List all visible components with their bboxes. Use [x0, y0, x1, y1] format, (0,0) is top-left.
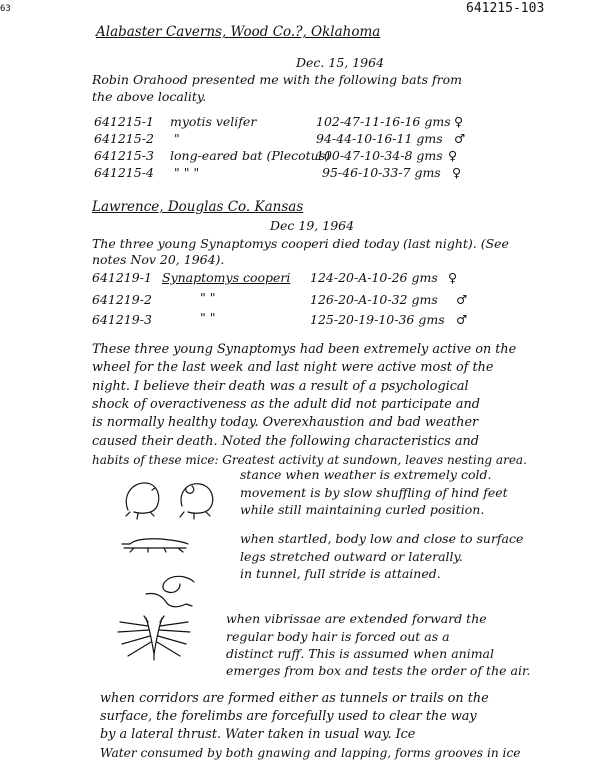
- specimen-name: myotis velifer: [170, 114, 257, 129]
- specimen-sex: ♂: [456, 312, 468, 327]
- curled-mouse-sketch: [120, 476, 230, 522]
- specimen-id: 641219-1: [92, 270, 152, 285]
- specimen-name: " " ": [174, 165, 200, 180]
- locality-heading-1: Alabaster Caverns, Wood Co.?, Oklahoma: [96, 24, 381, 40]
- specimen-sex: ♂: [454, 131, 466, 146]
- paragraph-line: by a lateral thrust. Water taken in usual way. Ice: [100, 727, 416, 742]
- specimen-sex: ♀: [448, 148, 458, 163]
- paragraph-line: surface, the forelimbs are forcefully used to clear the way: [100, 709, 477, 724]
- sketch-note: legs stretched outward or laterally.: [240, 549, 463, 564]
- intro-line: the above locality.: [92, 89, 207, 104]
- specimen-measure: 126-20-A-10-32 gms: [310, 292, 438, 307]
- specimen-sex: ♀: [452, 165, 462, 180]
- tunnel-stride-sketch: [140, 572, 200, 612]
- specimen-measure: 94-44-10-16-11 gms: [316, 131, 443, 146]
- paragraph-line: shock of overactiveness as the adult did not participate and: [92, 397, 480, 412]
- specimen-sex: ♂: [456, 292, 468, 307]
- specimen-name: " ": [200, 290, 216, 305]
- specimen-id: 641215-1: [94, 114, 154, 129]
- locality-heading-2: Lawrence, Douglas Co. Kansas: [92, 199, 304, 215]
- sketch-note: when vibrissae are extended forward the: [226, 611, 487, 626]
- specimen-sex: ♀: [454, 114, 464, 129]
- specimen-name: " ": [200, 310, 216, 325]
- sketch-note: stance when weather is extremely cold.: [240, 467, 492, 482]
- sketch-note: while still maintaining curled position.: [240, 502, 485, 517]
- specimen-measure: 124-20-A-10-26 gms: [310, 270, 438, 285]
- specimen-sex: ♀: [448, 270, 458, 285]
- catalog-number: 641215-103: [466, 1, 545, 16]
- specimen-measure: 95-46-10-33-7 gms: [322, 165, 441, 180]
- specimen-id: 641215-4: [94, 165, 154, 180]
- sketch-note: emerges from box and tests the order of the air.: [226, 663, 531, 678]
- sketch-note: in tunnel, full stride is attained.: [240, 566, 441, 581]
- specimen-name: Synaptomys cooperi: [162, 270, 291, 285]
- specimen-name: long-eared bat (Plecotus): [170, 148, 331, 163]
- specimen-measure: 102-47-11-16-16 gms: [316, 114, 451, 129]
- startled-mouse-sketch: [120, 532, 192, 554]
- intro-line: The three young Synaptomys cooperi died today (last night). (See: [92, 236, 509, 251]
- specimen-id: 641215-3: [94, 148, 154, 163]
- paragraph-line: caused their death. Noted the following characteristics and: [92, 434, 479, 449]
- paragraph-line: when corridors are formed either as tunnels or trails on the: [100, 691, 489, 706]
- paragraph-line: wheel for the last week and last night were active most of the: [92, 360, 494, 375]
- sketch-note: distinct ruff. This is assumed when animal: [226, 646, 495, 661]
- sketch-note: regular body hair is forced out as a: [226, 629, 450, 644]
- entry-date-2: Dec 19, 1964: [270, 218, 355, 233]
- paragraph-line: is normally healthy today. Overexhaustion and bad weather: [92, 415, 479, 430]
- entry-date-1: Dec. 15, 1964: [296, 55, 385, 70]
- specimen-measure: 100-47-10-34-8 gms: [316, 148, 443, 163]
- paragraph-line: night. I believe their death was a result of a psychological: [92, 379, 469, 394]
- specimen-id: 641219-3: [92, 312, 152, 327]
- specimen-id: 641219-2: [92, 292, 152, 307]
- specimen-name: ": [174, 131, 180, 146]
- intro-line: notes Nov 20, 1964).: [92, 252, 225, 267]
- paragraph-line: Water consumed by both gnawing and lapping, forms grooves in ice: [100, 746, 521, 760]
- paragraph-line: These three young Synaptomys had been extremely active on the: [92, 342, 517, 357]
- paragraph-line: habits of these mice: Greatest activity at sundown, leaves nesting area.: [92, 453, 527, 467]
- sketch-note: when startled, body low and close to surface: [240, 531, 524, 546]
- vibrissae-ruff-sketch: [116, 612, 192, 662]
- specimen-measure: 125-20-19-10-36 gms: [310, 312, 445, 327]
- page-mark: 63: [0, 4, 11, 14]
- sketch-note: movement is by slow shuffling of hind feet: [240, 485, 508, 500]
- intro-line: Robin Orahood presented me with the following bats from: [92, 72, 463, 87]
- specimen-id: 641215-2: [94, 131, 154, 146]
